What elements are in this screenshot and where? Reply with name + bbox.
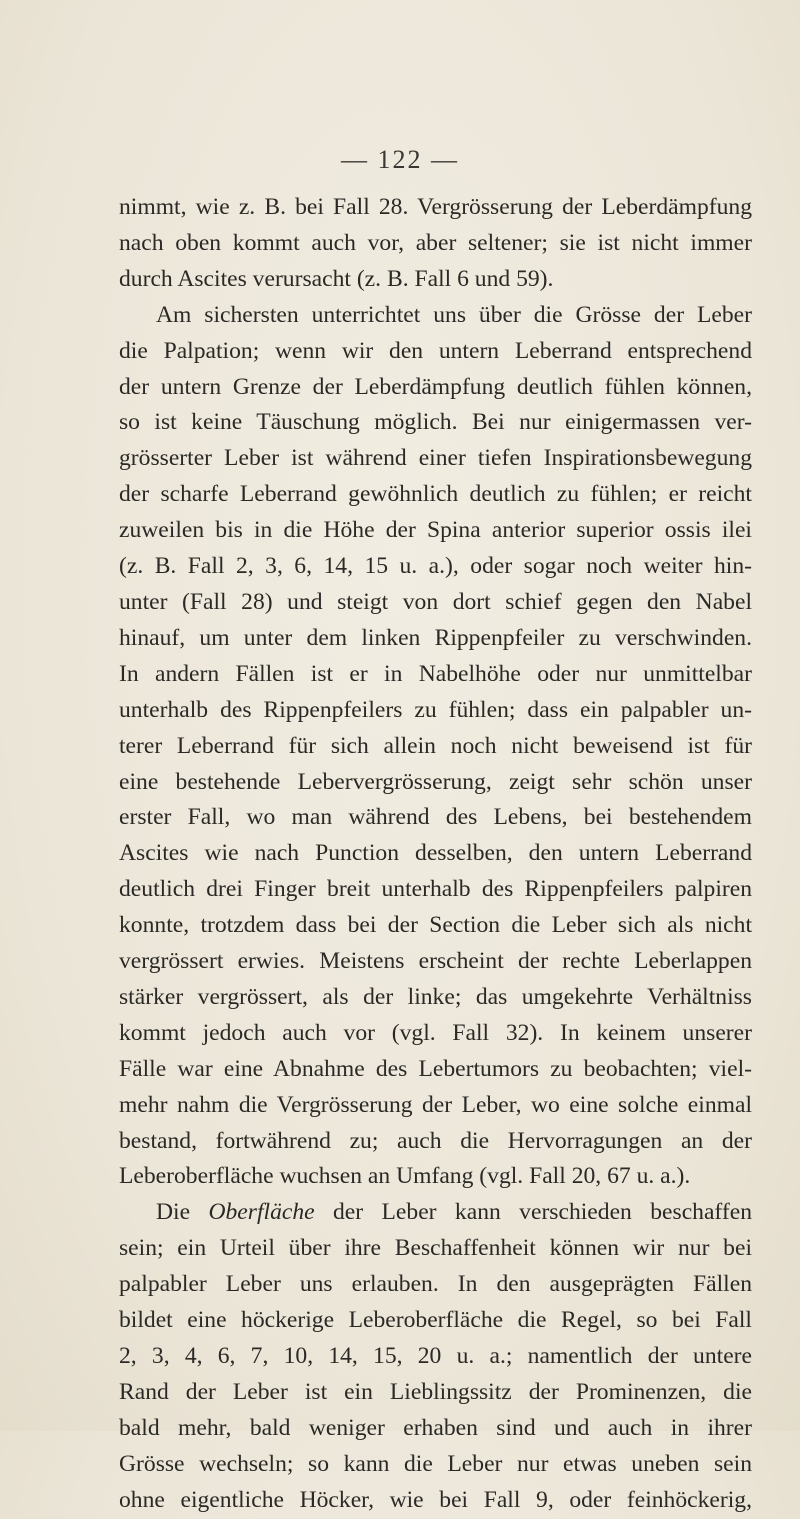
text-line: In andern Fällen ist er in Nabelhöhe oder nur unmittelbar [119, 660, 752, 687]
body-text [119, 190, 752, 1519]
text-line: kommt jedoch auch vor (vgl. Fall 32). In keinem unserer [119, 1019, 752, 1046]
text-line: (z. B. Fall 2, 3, 6, 14, 15 u. a.), oder sogar noch weiter hin- [119, 553, 752, 580]
text-line-lead: Die [156, 1199, 209, 1226]
italic-term: Oberfläche [208, 1199, 315, 1226]
text-line: hinauf, um unter dem linken Rippenpfeiler zu verschwinden. [119, 624, 752, 651]
text-line: vergrössert erwies. Meistens erscheint der rechte Leberlappen [119, 948, 752, 975]
text-line: nach oben kommt auch vor, aber seltener; sie ist nicht immer [119, 229, 752, 256]
text-line [119, 1195, 752, 1231]
text-line: Am sichersten unterrichtet uns über die Grösse der Leber [156, 301, 752, 328]
text-line: erster Fall, wo man während des Lebens, bei bestehendem [119, 804, 752, 831]
text-line: zuweilen bis in die Höhe der Spina anterior superior ossis ilei [119, 517, 752, 544]
text-line: Ascites wie nach Punction desselben, den untern Leberrand [119, 840, 752, 867]
text-line: der scharfe Leberrand gewöhnlich deutlich zu fühlen; er reicht [119, 481, 752, 508]
text-line-rest: der Leber kann verschieden beschaffen [314, 1199, 752, 1226]
text-line: die Palpation; wenn wir den untern Leberrand entsprechend [119, 337, 752, 364]
text-line: 2, 3, 4, 6, 7, 10, 14, 15, 20 u. a.; namentlich der untere [119, 1343, 752, 1369]
text-line: ohne eigentliche Höcker, wie bei Fall 9, oder feinhöckerig, [119, 1486, 752, 1513]
text-line: durch Ascites verursacht (z. B. Fall 6 und 59). [119, 265, 554, 292]
text-line: bildet eine höckerige Leberoberfläche die Regel, so bei Fall [119, 1307, 752, 1334]
text-line: Fälle war eine Abnahme des Lebertumors zu beobachten; viel- [119, 1055, 752, 1082]
text-line: konnte, trotzdem dass bei der Section die Leber sich als nicht [119, 912, 752, 939]
text-line: der untern Grenze der Leberdämpfung deutlich fühlen können, [119, 373, 752, 400]
text-line: mehr nahm die Vergrösserung der Leber, wo eine solche einmal [119, 1091, 752, 1118]
page-number: — 122 — [341, 145, 459, 174]
text-line: sein; ein Urteil über ihre Beschaffenheit können wir nur bei [119, 1235, 752, 1262]
text-line: unterhalb des Rippenpfeilers zu fühlen; dass ein palpabler un- [119, 696, 752, 723]
text-line: eine bestehende Lebervergrösserung, zeigt sehr schön unser [119, 768, 752, 795]
text-line: bald mehr, bald weniger erhaben sind und auch in ihrer [119, 1414, 752, 1441]
text-line: terer Leberrand für sich allein noch nicht beweisend ist für [119, 732, 752, 759]
text-line: nimmt, wie z. B. bei Fall 28. Vergrösserung der Leberdämpfung [119, 194, 752, 220]
text-line: so ist keine Täuschung möglich. Bei nur einigermassen ver- [119, 409, 752, 436]
text-line: Rand der Leber ist ein Lieblingssitz der Prominenzen, die [119, 1378, 752, 1405]
text-line: Leberoberfläche wuchsen an Umfang (vgl. Fall 20, 67 u. a.). [119, 1163, 691, 1190]
text-line: stärker vergrössert, als der linke; das umgekehrte Verhältniss [119, 983, 752, 1010]
text-line: deutlich drei Finger breit unterhalb des Rippenpfeilers palpiren [119, 876, 752, 903]
text-line: grösserter Leber ist während einer tiefen Inspirationsbewegung [119, 445, 752, 472]
text-line: bestand, fortwährend zu; auch die Hervorragungen an der [119, 1127, 752, 1154]
text-line: unter (Fall 28) und steigt von dort schief gegen den Nabel [119, 588, 752, 615]
text-line: palpabler Leber uns erlauben. In den ausgeprägten Fällen [119, 1271, 752, 1298]
text-line: Grösse wechseln; so kann die Leber nur etwas uneben sein [119, 1450, 752, 1477]
